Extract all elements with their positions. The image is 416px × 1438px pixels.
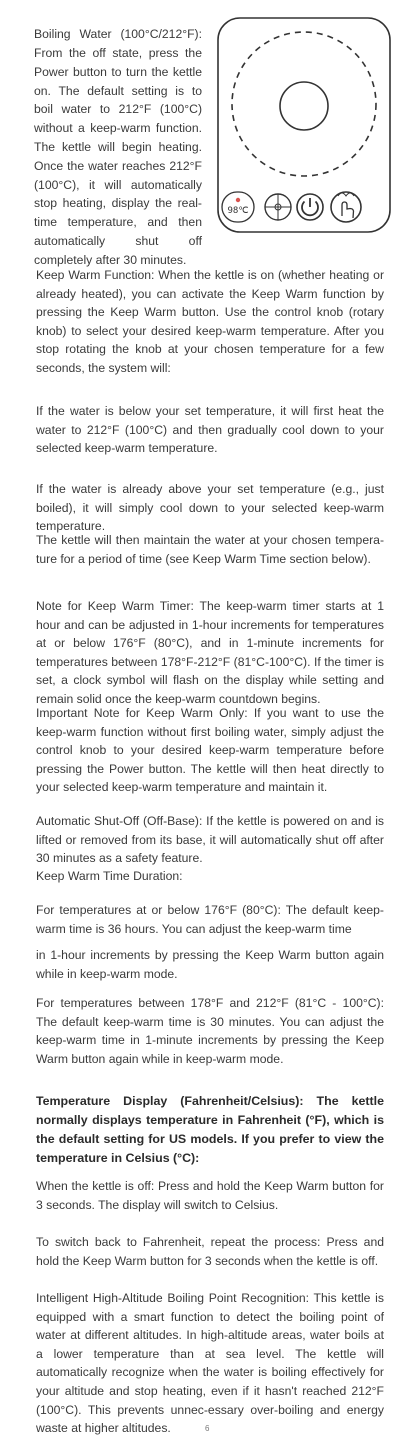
below-temperature-paragraph: If the water is below your set temperature, it will first heat the water to 212°F (100°C) and then gradually cool down to your selected keep-warm temperature. [36,404,384,456]
above-temperature-paragraph: If the water is already above your set temperature (e.g., just boiled), it will simply cool down to your selected keep-warm temperature. [36,482,384,534]
page-number: 6 [205,1424,210,1433]
switch-to-fahrenheit-paragraph: To switch back to Fahrenheit, repeat the process: Press and hold the Keep Warm button for 3 seconds when the kettle is off. [36,1235,384,1268]
keep-warm-timer-note-paragraph: Note for Keep Warm Timer: The keep-warm timer starts at 1 hour and can be adjusted in 1-hour increments for temperatures at or below 176°F (80°C), and in 1-minute increments for temperatures between 178°F-212°F (81°C-100°C). If the timer is set, a clock symbol will flash on the display while setting and remain solid once the keep-warm countdown begins. [36,599,384,706]
boiling-water-paragraph: Boiling Water (100°C/212°F): From the off state, press the Power button to turn the kettle on. The default setting is to boil water to 212°F (100°C) without a keep-warm function. The kettle will begin heating. Once the water reaches 212°F (100°C), it will automatically stop heating, display the real-time temperature, and then automatically shut off completely after 30 minutes. [34,27,202,267]
display-readout: 98℃ [227,206,249,216]
high-altitude-paragraph: Intelligent High-Altitude Boiling Point Recognition: This kettle is equipped with a smart function to detect the boiling point of water at different altitudes. In high-altitude areas, water boils at a lower temperature than at sea level. The kettle will automatically recognize when the water is boiling effectively for your altitude and stop heating, even if it hasn't reached 212°F (100°C). This prevents unnec-essary over-boiling and energy waste at higher altitudes. [36,1291,384,1436]
automatic-shutoff-paragraph: Automatic Shut-Off (Off-Base): If the kettle is powered on and is lifted or removed from its base, it will automatically shut off after 30 minutes as a safety feature. [36,814,384,866]
temperature-display-heading: Temperature Display (Fahrenheit/Celsius): The kettle normally displays temperature in Fahrenheit (°F), which is the default setting for US models. If you prefer to view the temperature in Celsius (°C): [36,1094,384,1165]
maintain-temperature-paragraph: The kettle will then maintain the water at your chosen tempera-ture for a period of time (see Keep Warm Time section below). [36,533,384,566]
base-outline [218,18,390,232]
high-temperature-duration-paragraph: For temperatures between 178°F and 212°F (81°C - 100°C): The default keep-warm time is 30 minutes. You can adjust the keep-warm time in 1-minute increments by pressing the Keep Warm button again while in keep-warm mode. [36,996,384,1066]
switch-to-celsius-paragraph: When the kettle is off: Press and hold the Keep Warm button for 3 seconds. The display will switch to Celsius. [36,1179,384,1212]
kettle-base-diagram [216,16,392,234]
keep-warm-function-paragraph: Keep Warm Function: When the kettle is on (whether heating or already heated), you can activate the Keep Warm function by pressing the Keep Warm button. Use the control knob (rotary knob) to select your desired keep-warm temperature. After you stop rotating the knob at your chosen temperature for a few seconds, the system will: [36,268,384,375]
control-knob-icon [265,194,291,220]
keep-warm-duration-heading: Keep Warm Time Duration: [36,869,183,883]
indicator-dot-icon [236,198,240,202]
hour-increment-paragraph: in 1-hour increments by pressing the Keep Warm button again while in keep-warm mode. [36,948,384,981]
keep-warm-only-note-paragraph: Important Note for Keep Warm Only: If you want to use the keep-warm function without first boiling water, simply adjust the control knob to your desired keep-warm temperature before pressing the Power button. The kettle will then heat directly to your selected keep-warm temperature and maintain it. [36,706,384,795]
low-temperature-duration-paragraph: For temperatures at or below 176°F (80°C): The default keep-warm time is 36 hours. You can adjust the keep-warm time [36,903,384,936]
